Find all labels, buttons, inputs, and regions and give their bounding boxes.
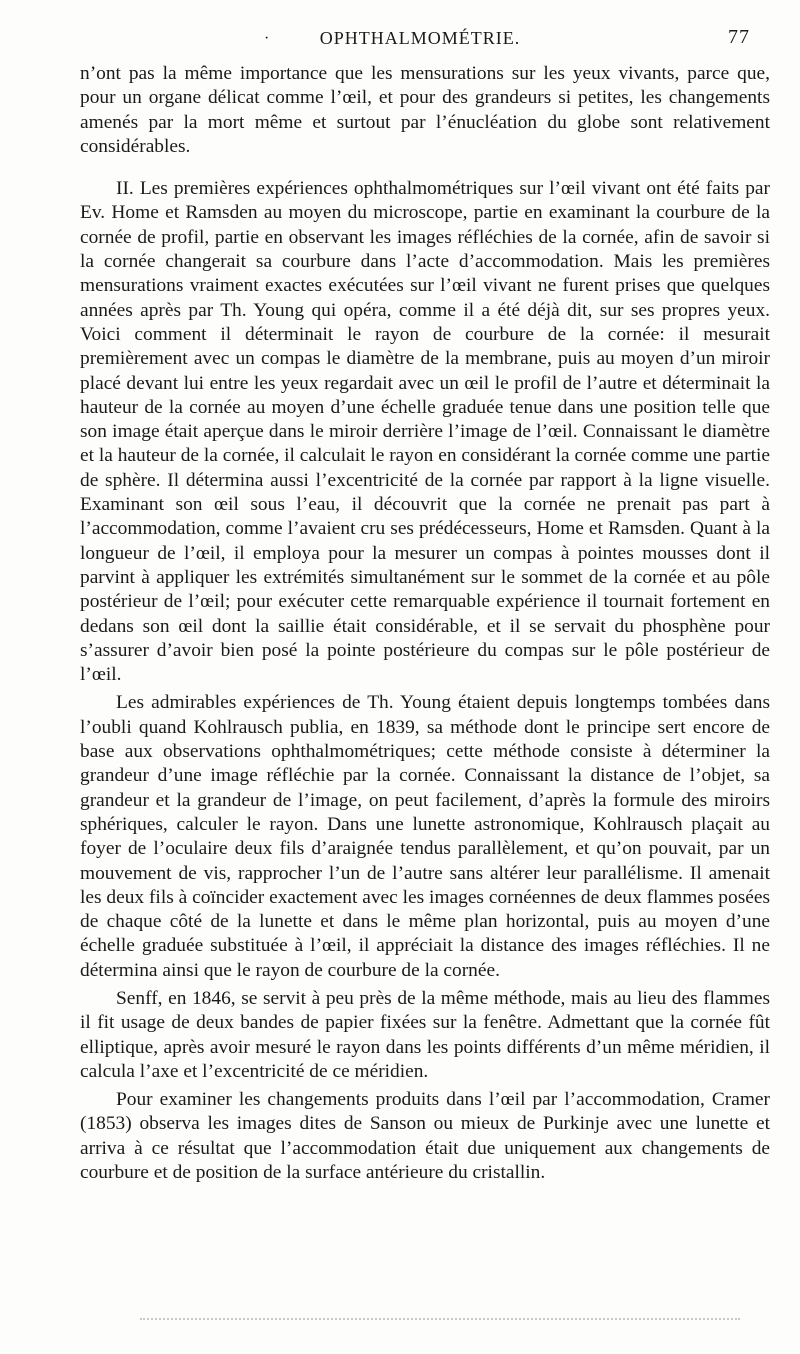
paragraph-senff: Senff, en 1846, se servit à peu près de la même méthode, mais au lieu des flammes il fit usage de deux bandes de papier fixées sur la fenêtre. Admettant que la cornée fût elliptique, après avoir mesuré le rayon dans les points différents d’un même méridien, il calcula l’axe et l’excentricité de ce méridien. bbox=[80, 987, 770, 1082]
paragraph-section-ii: II. Les premières expériences ophthalmométriques sur l’œil vivant ont été faits par Ev. Home et Ramsden au moyen du microscope, partie en examinant la courbure de la cornée de profil, partie en observant les images réfléchies de la cornée, afin de savoir si la cornée changerait sa courbure dans l’acte d’accommodation. Mais les premières mensurations vraiment exactes exécutées sur l’œil vivant ne furent prises que quelques années après par Th. Young qui opéra, comme il a été déjà dit, sur ses propres yeux. Voici comment il déterminait le rayon de courbure de la cornée: il mesurait premièrement avec un compas le diamètre de la membrane, puis au moyen d’un miroir placé devant lui entre les yeux regardait avec un œil le profil de l’autre et déterminait la hauteur de la cornée au moyen d’une échelle graduée tenue dans une position telle que son image était aperçue dans le miroir derrière l’image de l’œil. Connaissant le diamètre et la hauteur de la cornée, il calculait le rayon en considérant la cornée comme une partie de sphère. Il détermina aussi l’excentricité de la cornée par rapport à la ligne visuelle. Examinant son œil sous l’eau, il découvrit que la cornée ne prenait pas part à l’accommodation, comme l’avaient cru ses prédécesseurs, Home et Ramsden. Quant à la longueur de l’œil, il employa pour la mesurer un compas à pointes mousses dont il parvint à appliquer les extrémités simultanément sur le sommet de la cornée et au pôle postérieur de l’œil; pour exécuter cette remarquable expérience il tournait fortement en dedans son œil dont la saillie était considérable, et il se servait du phosphène pour s’assurer d’avoir bien posé la pointe postérieure du compas sur le pôle postérieur de l’œil. bbox=[80, 178, 770, 686]
running-head bbox=[80, 28, 760, 58]
paragraph-cramer: Pour examiner les changements produits dans l’œil par l’accommodation, Cramer (1853) observa les images dites de Sanson ou mieux de Purkinje avec une lunette et arriva à ce résultat que l’accommodation était due uniquement aux changements de courbure et de position de la surface antérieure du cristallin. bbox=[80, 1089, 770, 1184]
paragraph-kohlrausch: Les admirables expériences de Th. Young étaient depuis longtemps tombées dans l’oubli quand Kohlrausch publia, en 1839, sa méthode dont le principe sert encore de base aux observations ophthalmométriques; cette méthode consiste à déterminer la grandeur d’une image réfléchie par la cornée. Connaissant la distance de l’objet, sa grandeur et la grandeur de l’image, on peut facilement, d’après la formule des miroirs sphériques, calculer le rayon. Dans une lunette astronomique, Kohlrausch plaçait au foyer de l’oculaire deux fils d’araignée tendus parallèlement, et qu’on pouvait, par un mouvement de vis, rapprocher l’un de l’autre sans altérer leur parallélisme. Il amenait les deux fils à coïncider exactement avec les images cornéennes de deux flammes posées de chaque côté de la lunette et dans le même plan horizontal, puis au moyen d’une échelle graduée substituée à l’œil, il appréciait la distance des images réfléchies. Il ne détermina ainsi que le rayon de courbure de la cornée. bbox=[80, 692, 770, 981]
header-dot: · bbox=[264, 30, 271, 47]
running-title: OPHTHALMOMÉTRIE. bbox=[319, 28, 521, 48]
bleed-through-rule bbox=[140, 1318, 740, 1320]
page-number: 77 bbox=[728, 26, 750, 48]
body-text bbox=[80, 62, 770, 1185]
paragraph-continuation: n’ont pas la même importance que les mensurations sur les yeux vivants, parce que, pour un organe délicat comme l’œil, et pour des grandeurs si petites, les changements amenés par la mort même et surtout par l’énucléation du globe sont relativement considérables. bbox=[80, 63, 770, 157]
